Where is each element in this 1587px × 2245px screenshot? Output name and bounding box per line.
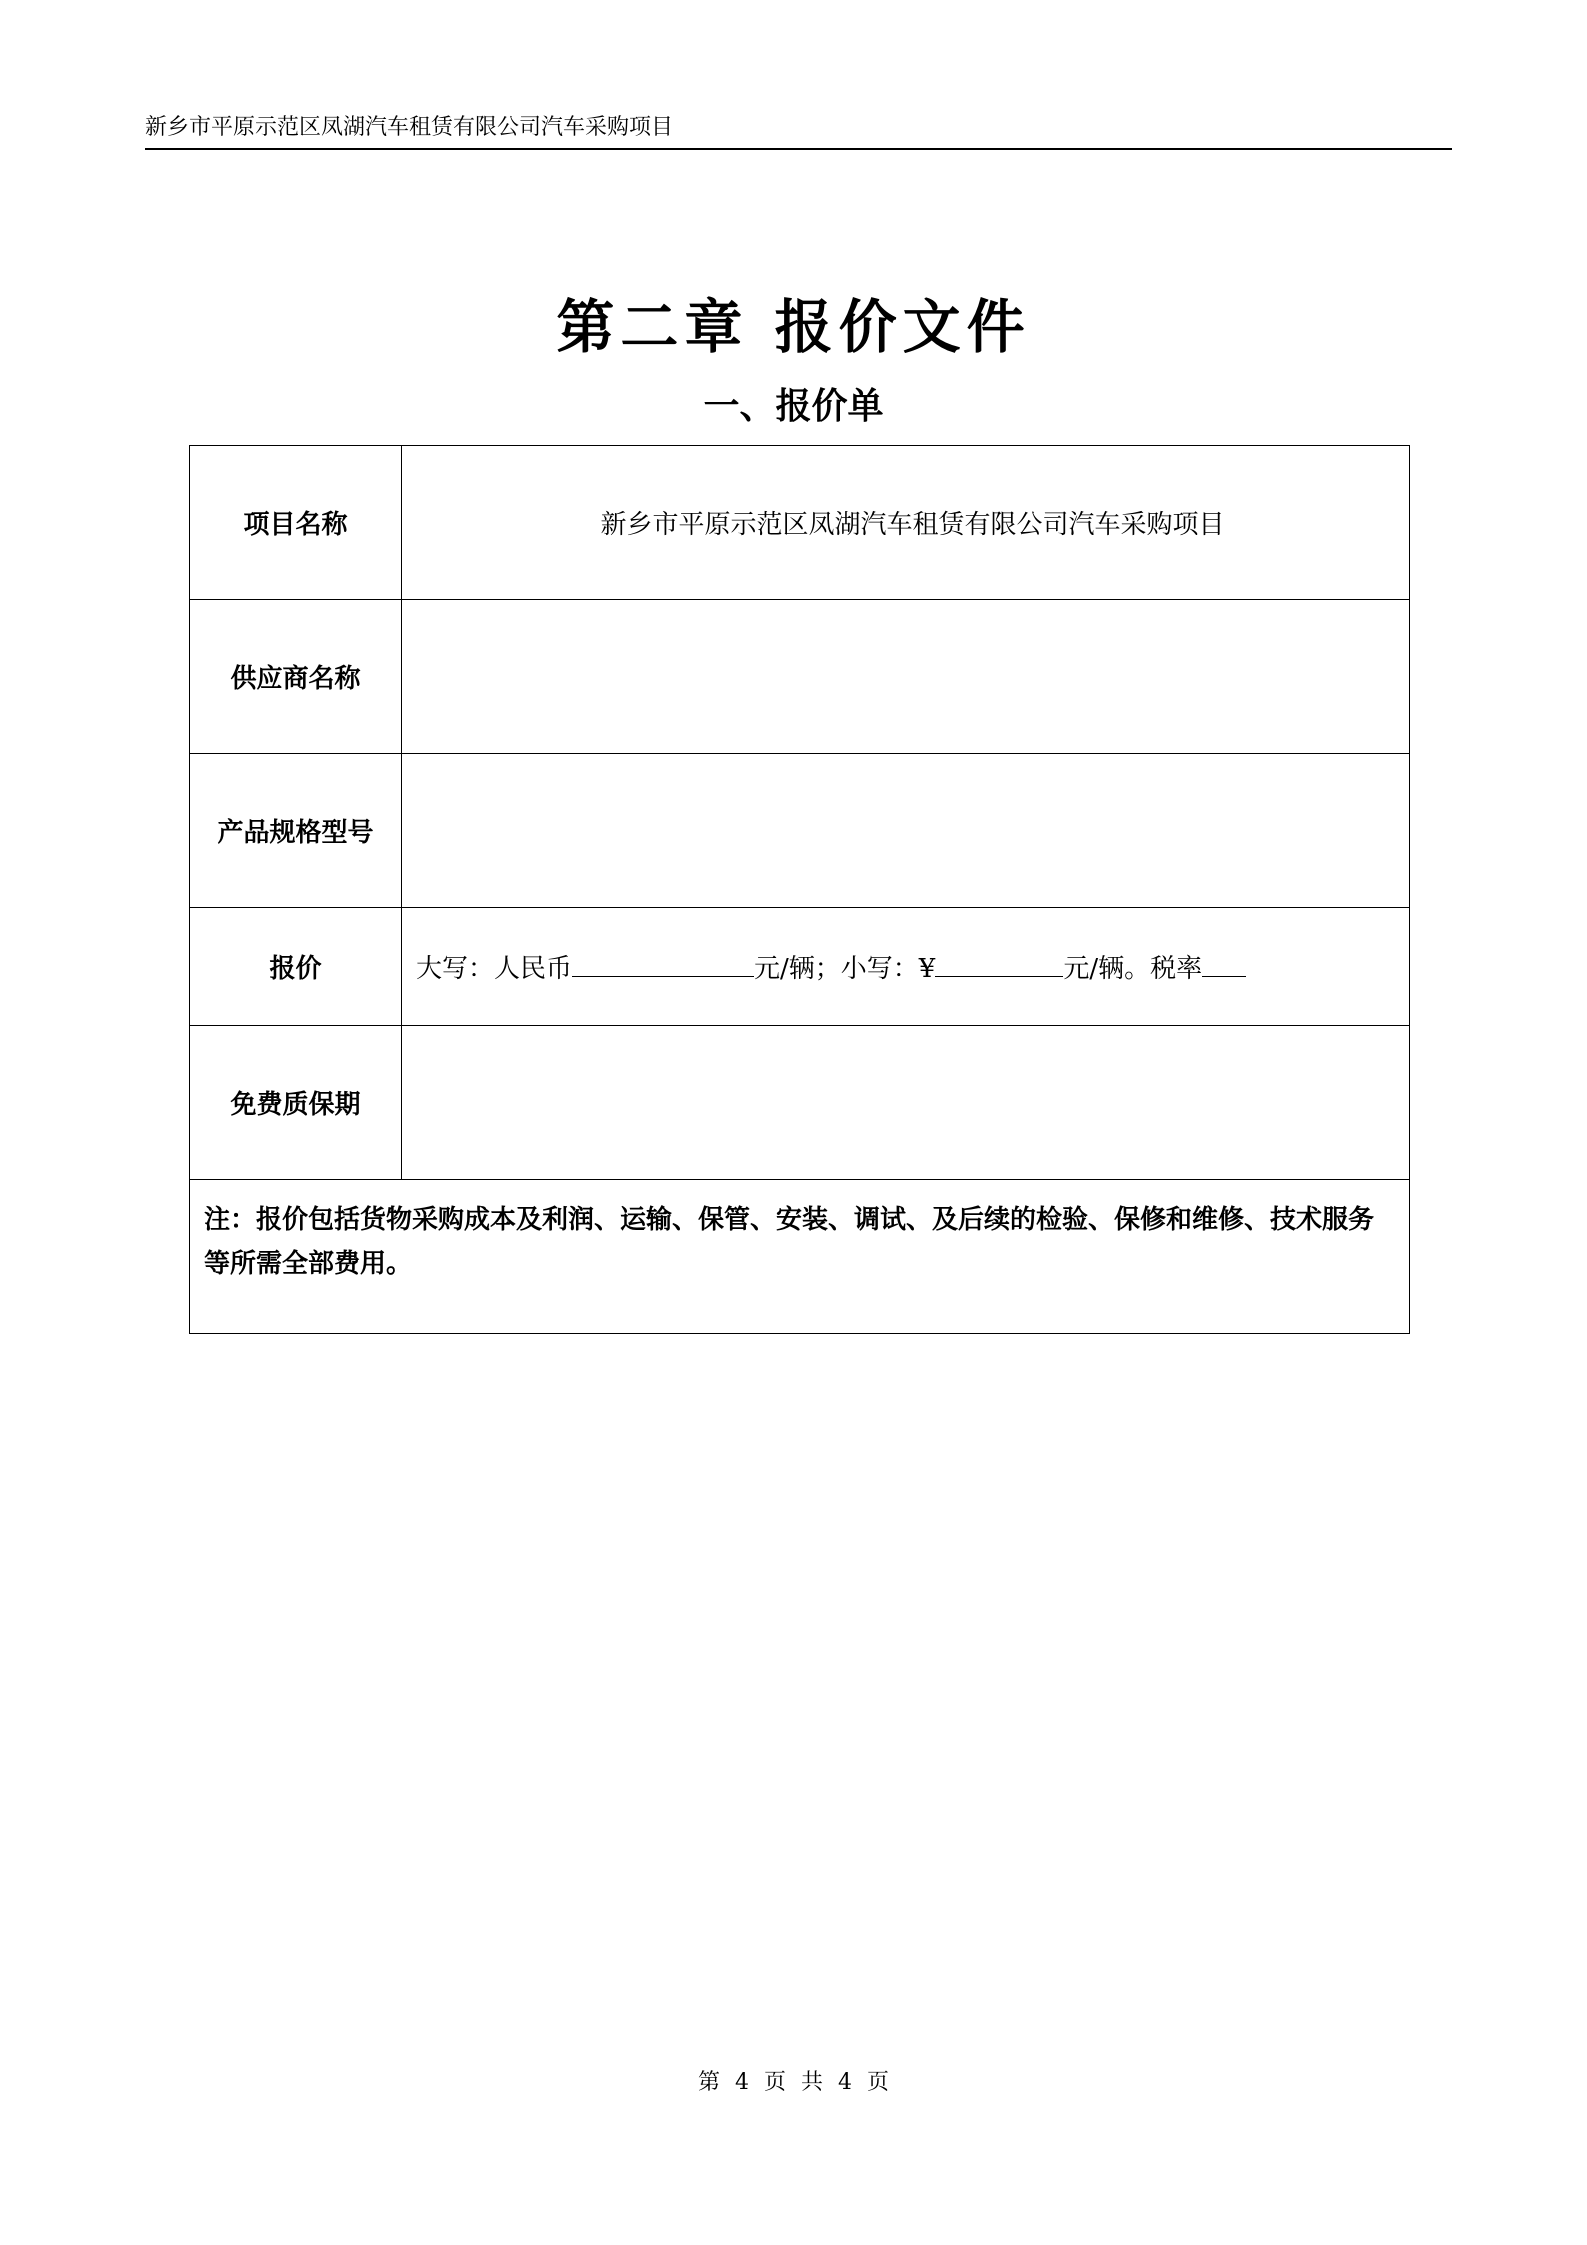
page-footer: 第 4 页 共 4 页	[698, 2070, 889, 2095]
note-text: 注：报价包括货物采购成本及利润、运输、保管、安装、调试、及后续的检验、保修和维修、技术服务等所需全部费用。	[190, 1180, 1410, 1334]
project-name-value: 新乡市平原示范区凤湖汽车租赁有限公司汽车采购项目	[402, 446, 1410, 600]
price-field	[402, 908, 1410, 1026]
project-name-label: 项目名称	[190, 446, 402, 600]
price-small-prefix: 元/辆；小写：¥	[754, 954, 936, 984]
quotation-table	[189, 445, 1410, 1334]
table-row	[190, 446, 1410, 600]
supplier-name-field[interactable]	[402, 600, 1410, 754]
table-row	[190, 908, 1410, 1026]
price-capital-prefix: 大写：人民币	[416, 954, 573, 984]
table-row	[190, 1026, 1410, 1180]
price-capital-blank[interactable]	[572, 950, 754, 977]
table-row	[190, 1180, 1410, 1334]
price-small-blank[interactable]	[935, 950, 1063, 977]
tax-rate-blank[interactable]	[1202, 950, 1246, 977]
spec-model-field[interactable]	[402, 754, 1410, 908]
spec-model-label: 产品规格型号	[190, 754, 402, 908]
warranty-field[interactable]	[402, 1026, 1410, 1180]
section-title: 一、报价单	[703, 386, 884, 427]
page-header: 新乡市平原示范区凤湖汽车租赁有限公司汽车采购项目	[145, 112, 1452, 150]
tax-rate-prefix: 元/辆。税率	[1063, 954, 1203, 984]
price-label: 报价	[190, 908, 402, 1026]
supplier-name-label: 供应商名称	[190, 600, 402, 754]
table-row	[190, 600, 1410, 754]
warranty-label: 免费质保期	[190, 1026, 402, 1180]
chapter-title: 第二章 报价文件	[556, 293, 1031, 361]
table-row	[190, 754, 1410, 908]
